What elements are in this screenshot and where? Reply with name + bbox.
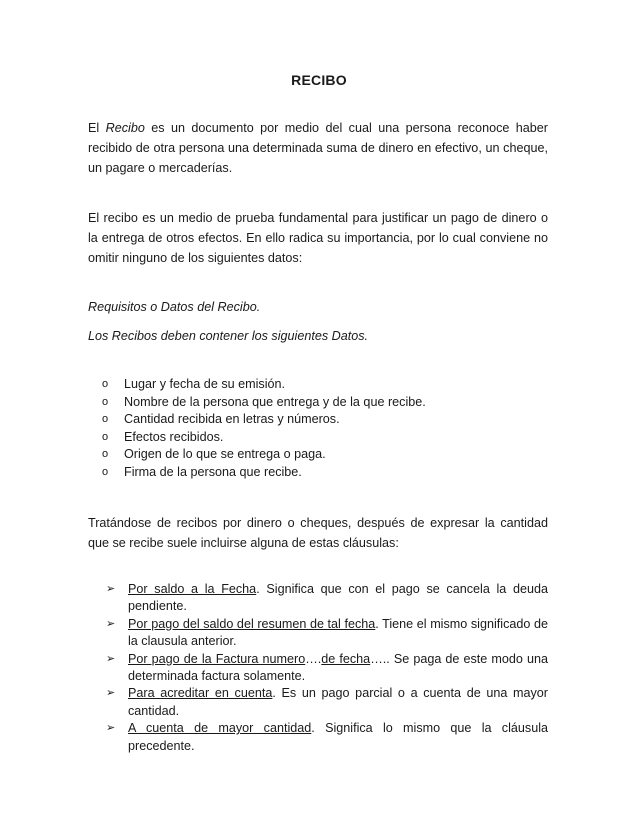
list-item-text: Cantidad recibida en letras y números. [124,412,340,427]
clause-text: . Significa que con el pago se cancela la deuda pendiente. [128,582,548,614]
list-item [88,464,548,482]
list-item-text: Nombre de la persona que entrega y de la que recibe. [124,394,426,409]
clause-underlined-text: Por saldo a la Fecha [128,582,257,596]
arrow-bullet-icon: ➢ [106,652,116,665]
circle-bullet-icon: o [102,430,109,443]
circle-bullet-icon: o [102,448,109,461]
paragraph-clauses-intro: Tratándose de recibos por dinero o cheques, después de expresar la cantidad que se recibe suele incluirse alguna de estas cláusulas: [88,516,548,550]
requirements-list [88,376,548,482]
paragraph-importance: El recibo es un medio de prueba fundamental para justificar un pago de dinero o la entrega de otros efectos. En ello radica su importancia, por lo cual conviene no omitir ninguno de los siguientes datos: [88,211,548,265]
arrow-bullet-icon: ➢ [106,583,116,595]
para1-italic-word: Recibo [105,121,145,135]
arrow-bullet-icon: ➢ [106,617,116,630]
list-item [88,651,548,686]
circle-bullet-icon: o [102,465,109,478]
document-title: RECIBO [291,72,347,88]
list-item-text: Efectos recibidos. [124,429,224,444]
list-item [88,685,548,720]
list-item [88,411,548,429]
clause-text: . Es un pago parcial o a cuenta de una mayor cantidad. [128,686,549,718]
clause-text: . Significa lo mismo que la cláusula precedente. [128,721,549,753]
heading-requirements: Requisitos o Datos del Recibo. [88,300,261,314]
list-item [88,394,548,412]
arrow-bullet-icon: ➢ [106,687,116,700]
list-item-text: Origen de lo que se entrega o paga. [124,447,326,462]
list-item-text: Firma de la persona que recibe. [124,464,302,479]
list-item [88,446,548,464]
clause-underlined-text: Para acreditar en cuenta [128,686,273,701]
list-item-text: Lugar y fecha de su emisión. [124,377,286,391]
list-item [88,429,548,447]
clause-text: . Tiene el mismo significado de la clausula anterior. [128,616,548,649]
arrow-bullet-icon: ➢ [106,722,116,735]
clause-underlined-text: Por pago del saldo del resumen de tal fecha [128,616,376,631]
paragraph-definition [88,118,548,178]
list-item [88,581,548,616]
list-item [88,720,548,755]
clause-text: …. [305,651,322,666]
circle-bullet-icon: o [102,378,109,390]
clause-text: ….. Se paga de este modo una determinada factura solamente. [128,651,548,684]
circle-bullet-icon: o [102,395,109,408]
list-item [88,616,548,651]
para1-rest: es un documento por medio del cual una persona reconoce haber recibido de otra persona una determinada suma de dinero en efectivo, un cheque, un pagare o mercaderías. [88,121,549,175]
clause-underlined-text: A cuenta de mayor cantidad [128,721,312,736]
para1-prefix: El [88,121,106,135]
circle-bullet-icon: o [102,413,109,426]
clause-underlined-text: Por pago de la Factura numero [128,651,306,666]
clause-underlined-date: de fecha [321,651,371,666]
clauses-list [88,581,548,755]
list-item [88,376,548,394]
heading-data: Los Recibos deben contener los siguientes Datos. [88,329,369,343]
